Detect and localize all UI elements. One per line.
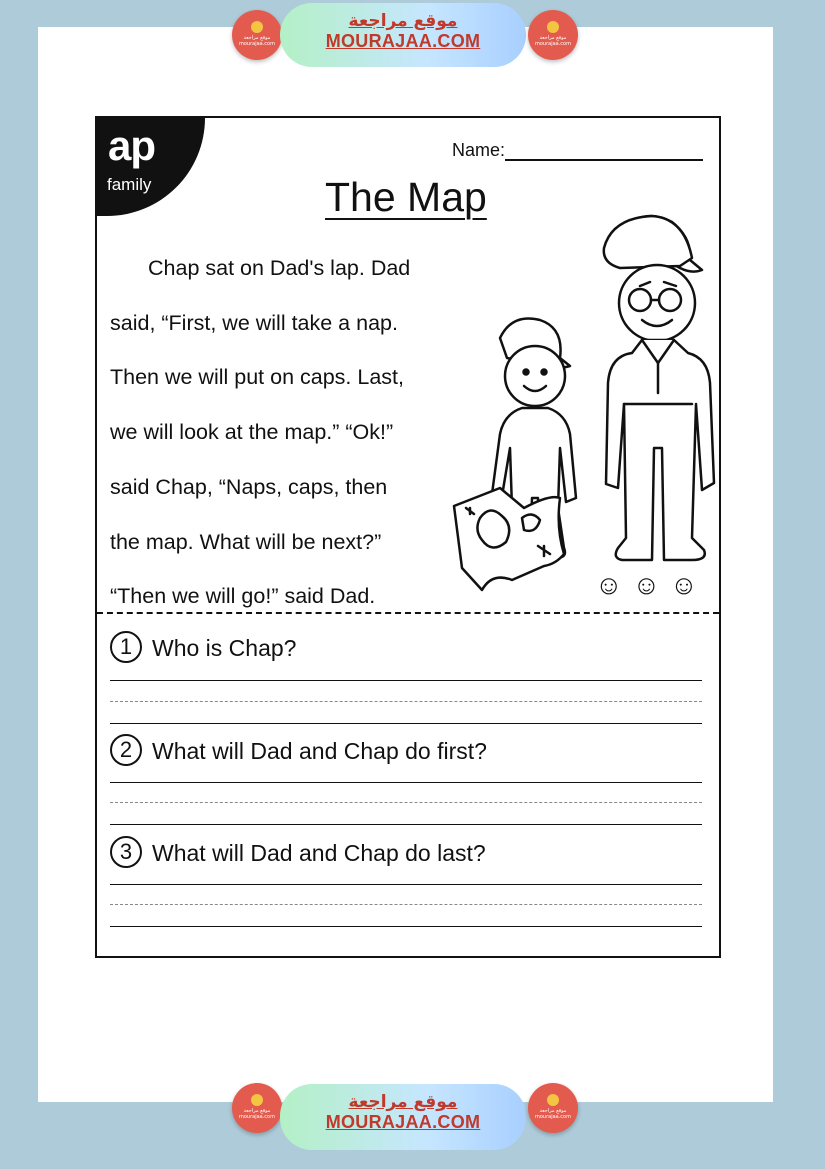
badge-label: mourajaa.com (238, 1114, 275, 1120)
reading-worksheet (95, 116, 721, 958)
story-line: “Then we will go!” said Dad. (110, 584, 376, 609)
name-label: Name: (452, 140, 506, 160)
section-divider (97, 612, 719, 614)
answer-guide-line (110, 701, 702, 702)
answer-line[interactable] (110, 723, 702, 724)
footer-site-link[interactable]: MOURAJAA.COM (325, 1112, 481, 1132)
logo-icon (547, 1094, 559, 1106)
story-line: we will look at the map.” “Ok!” (110, 420, 394, 445)
badge-label: mourajaa.com (534, 1114, 571, 1120)
site-logo-badge (528, 1083, 578, 1133)
answer-guide-line (110, 802, 702, 803)
badge-label-arabic: موقع مراجعة (243, 35, 271, 41)
site-logo-badge (528, 10, 578, 60)
answer-line[interactable] (110, 680, 702, 681)
footer-arabic-title[interactable]: موقع مراجعة (348, 1092, 458, 1112)
logo-icon (251, 21, 263, 33)
word-family: ap (108, 122, 156, 169)
answer-line[interactable] (110, 926, 702, 927)
question-1 (110, 634, 296, 666)
logo-icon (547, 21, 559, 33)
badge-label: mourajaa.com (534, 41, 571, 47)
question-number: 2 (110, 734, 142, 766)
story-line: said, “First, we will take a nap. (110, 310, 398, 335)
header-arabic-title[interactable]: موقع مراجعة (348, 11, 458, 31)
story-line: said Chap, “Naps, caps, then (110, 474, 388, 499)
question-text: What will Dad and Chap do first? (152, 738, 487, 765)
header-banner[interactable] (280, 3, 526, 67)
answer-guide-line (110, 904, 702, 905)
footer-banner[interactable] (280, 1084, 526, 1150)
name-field[interactable] (505, 159, 703, 161)
question-number: 3 (110, 836, 142, 868)
badge-label: mourajaa.com (238, 41, 275, 47)
site-logo-badge (232, 10, 282, 60)
answer-line[interactable] (110, 782, 702, 783)
question-2 (110, 737, 487, 769)
question-text: What will Dad and Chap do last? (152, 840, 486, 867)
story-line: Then we will put on caps. Last, (110, 365, 404, 390)
badge-label-arabic: موقع مراجعة (539, 1108, 567, 1114)
logo-icon (251, 1094, 263, 1106)
story-text (110, 241, 490, 624)
word-family-tab (97, 118, 205, 216)
site-logo-badge (232, 1083, 282, 1133)
badge-label-arabic: موقع مراجعة (243, 1108, 271, 1114)
badge-label-arabic: موقع مراجعة (539, 35, 567, 41)
answer-line[interactable] (110, 824, 702, 825)
header-site-link[interactable]: MOURAJAA.COM (325, 31, 481, 51)
story-line: Chap sat on Dad's lap. Dad (148, 256, 411, 280)
story-line: the map. What will be next?” (110, 529, 382, 554)
worksheet-title: The Map (325, 174, 487, 220)
family-label: family (107, 175, 152, 194)
question-3 (110, 839, 486, 871)
rating-smiley-icons[interactable]: ☺☺☺ (595, 570, 708, 600)
question-number: 1 (110, 631, 142, 663)
answer-line[interactable] (110, 884, 702, 885)
question-text: Who is Chap? (152, 635, 297, 662)
dad-and-boy-illustration (452, 208, 717, 603)
